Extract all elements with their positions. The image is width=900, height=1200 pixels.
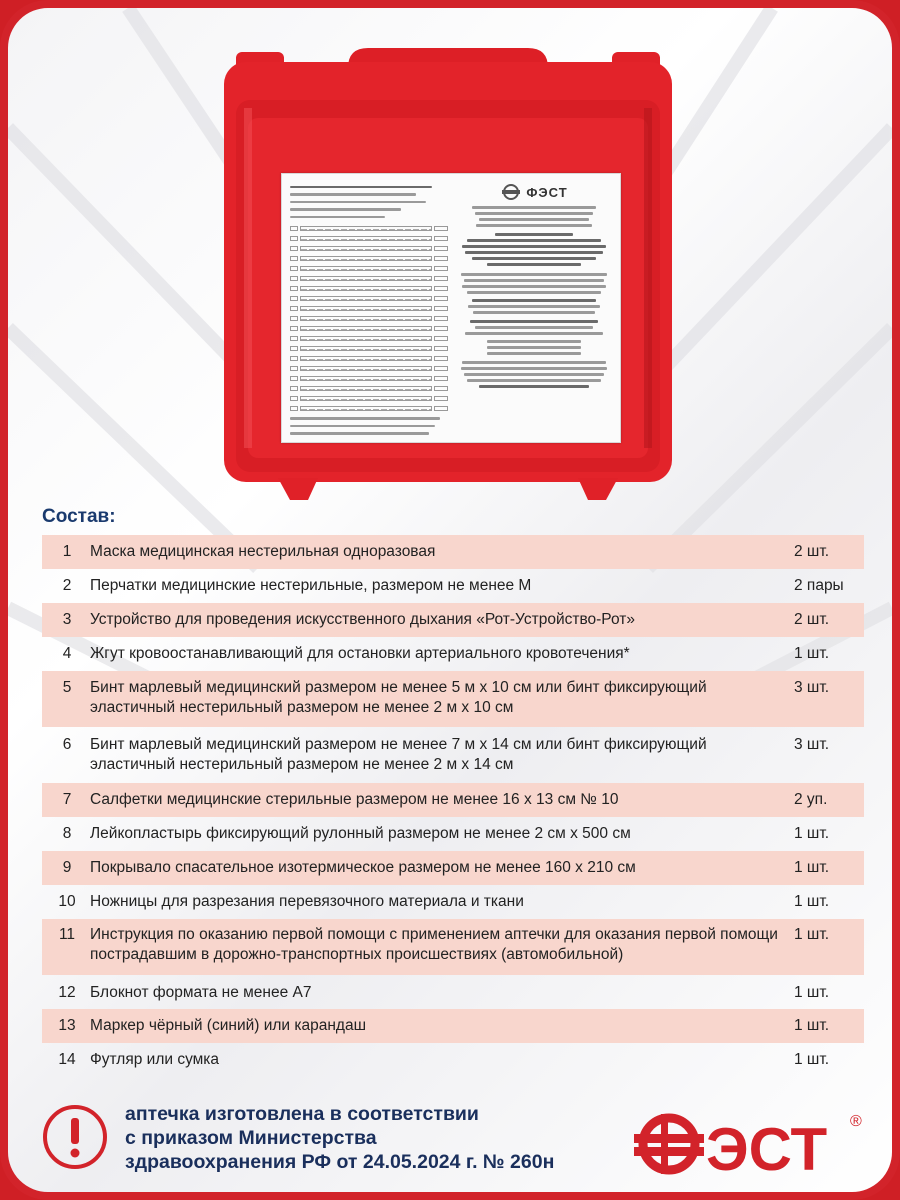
item-qty: 2 пары — [794, 577, 844, 594]
item-number: 14 — [58, 1051, 76, 1068]
item-qty: 1 шт. — [794, 984, 830, 1001]
contents-list — [42, 535, 864, 1077]
compliance-line-1: аптечка изготовлена в соответствии — [125, 1103, 479, 1125]
item-number: 13 — [58, 1017, 76, 1034]
fest-logo — [634, 1106, 870, 1178]
item-number: 1 — [62, 543, 72, 560]
item-qty: 2 шт. — [794, 543, 830, 560]
item-number: 4 — [62, 645, 72, 662]
item-number: 6 — [62, 736, 72, 753]
registered-mark: ® — [850, 1113, 862, 1130]
item-text: Жгут кровоостанавливающий для остановки артериального кровотечения* — [90, 645, 630, 662]
item-number: 3 — [62, 611, 72, 628]
item-number: 8 — [62, 825, 72, 842]
list-item — [42, 671, 864, 727]
section-title: Состав: — [42, 506, 116, 527]
item-number: 2 — [62, 577, 72, 594]
item-qty: 1 шт. — [794, 825, 830, 842]
compliance-note — [125, 1102, 595, 1174]
list-item — [42, 603, 864, 637]
list-item — [42, 727, 864, 783]
item-qty: 1 шт. — [794, 859, 830, 876]
item-text: Устройство для проведения искусственного дыхания «Рот-Устройство-Рот» — [90, 611, 635, 628]
item-text: Салфетки медицинские стерильные размером не менее 16 х 13 см № 10 — [90, 791, 619, 808]
item-qty: 1 шт. — [794, 926, 830, 943]
item-text: Бинт марлевый медицинский размером не менее 5 м х 10 см или бинт фиксирующий эластичный нестерильный размером не менее 2 м х 10 см — [90, 679, 707, 716]
list-item — [42, 637, 864, 671]
list-item — [42, 1009, 864, 1043]
item-text: Ножницы для разрезания перевязочного материала и ткани — [90, 893, 524, 910]
item-text: Инструкция по оказанию первой помощи с применением аптечки для оказания первой помощи пострадавшим в дорожно-транспортных происшествиях (автомобильной) — [90, 926, 778, 963]
item-text: Маска медицинская нестерильная одноразовая — [90, 543, 436, 560]
exclamation-icon — [42, 1104, 108, 1170]
item-number: 9 — [62, 859, 72, 876]
item-number: 7 — [62, 791, 72, 808]
item-qty: 3 шт. — [794, 736, 830, 753]
item-qty: 1 шт. — [794, 893, 830, 910]
item-qty: 2 шт. — [794, 611, 830, 628]
list-item — [42, 783, 864, 817]
item-qty: 1 шт. — [794, 1051, 830, 1068]
item-text: Перчатки медицинские нестерильные, размером не менее M — [90, 577, 532, 594]
item-number: 11 — [58, 926, 76, 943]
label-brand — [500, 184, 567, 200]
item-number: 12 — [58, 984, 76, 1001]
item-text: Маркер чёрный (синий) или карандаш — [90, 1017, 367, 1034]
item-qty: 1 шт. — [794, 1017, 830, 1034]
list-item — [42, 885, 864, 919]
item-text: Лейкопластырь фиксирующий рулонный размером не менее 2 см х 500 см — [90, 825, 631, 842]
item-qty: 2 уп. — [794, 791, 828, 808]
item-qty: 1 шт. — [794, 645, 830, 662]
item-qty: 3 шт. — [794, 679, 830, 696]
item-text: Покрывало спасательное изотермическое размером не менее 160 х 210 см — [90, 859, 636, 876]
item-number: 5 — [62, 679, 72, 696]
first-aid-case-image — [208, 38, 688, 508]
list-item — [42, 1043, 864, 1077]
logo-text: ЭСТ — [706, 1116, 828, 1178]
case-label-sheet — [281, 173, 621, 443]
list-item — [42, 569, 864, 603]
list-item — [42, 535, 864, 569]
compliance-line-2: с приказом Министерства — [125, 1127, 377, 1149]
label-contents-table — [290, 184, 448, 436]
item-text: Бинт марлевый медицинский размером не менее 7 м х 14 см или бинт фиксирующий эластичный нестерильный размером не менее 2 м х 14 см — [90, 736, 707, 773]
item-text: Футляр или сумка — [90, 1051, 220, 1068]
item-text: Блокнот формата не менее A7 — [90, 984, 312, 1001]
item-number: 10 — [58, 893, 76, 910]
label-brand-text: ФЭСТ — [526, 184, 568, 200]
list-item — [42, 817, 864, 851]
list-item — [42, 975, 864, 1009]
fest-cross-icon — [500, 184, 522, 200]
label-info-block — [456, 184, 612, 436]
list-item — [42, 851, 864, 885]
list-item — [42, 919, 864, 975]
compliance-line-3: здравоохранения РФ от 24.05.2024 г. № 260н — [125, 1151, 555, 1173]
